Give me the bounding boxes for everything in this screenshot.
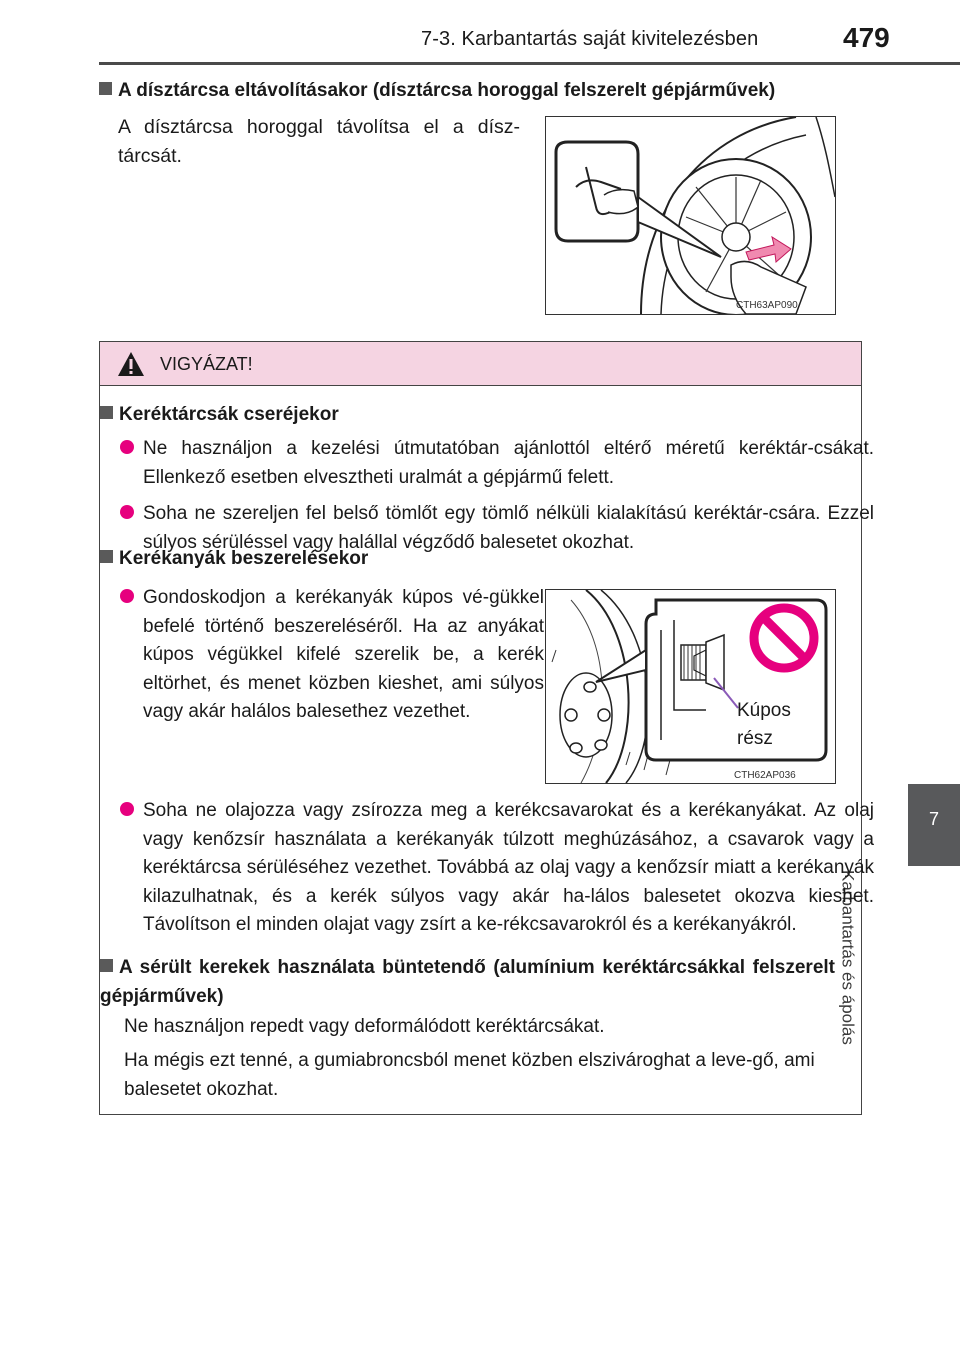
section-text: A dísztárcsa horoggal távolítsa el a dísz-tárcsát. <box>118 116 520 167</box>
bullet-dot-icon <box>120 589 134 603</box>
bullet-dot-icon <box>120 802 134 816</box>
page-number: 479 <box>843 22 890 53</box>
warning-subheading-text: Kerékanyák beszerelésekor <box>119 548 369 569</box>
wheel-nut-drawing <box>546 590 835 783</box>
header-rule <box>99 62 960 65</box>
warning-subheading <box>100 954 835 1011</box>
square-bullet-icon <box>100 959 113 972</box>
bullet-dot-icon <box>120 505 134 519</box>
wheel-cap-removal-illustration <box>545 116 836 315</box>
bullet-text: Gondoskodjon a kerékanyák kúpos vé-gükkel befelé történő beszereléséről. Ha az anyákat kúpos végükkel kifelé szerelik be, a kerék eltörhet, és menet közben kieshet, ami súlyos vagy akár halálos balesethez vezethet. <box>143 587 544 722</box>
header-title: 7-3. Karbantartás saját kivitelezésben <box>421 28 759 50</box>
warning-bullet <box>120 435 874 492</box>
warning-paragraph: Ha mégis ezt tenné, a gumiabroncsból menet közben elszivároghat a leve-gő, ami balesetet okozhat. <box>124 1050 815 1100</box>
warning-bullet <box>120 797 874 940</box>
square-bullet-icon <box>99 82 112 95</box>
wheel-nut-illustration <box>545 589 836 784</box>
warning-subheading <box>100 545 368 574</box>
wheel-cap-drawing <box>546 117 835 314</box>
chapter-tab-label-text: Karbantartás és ápolás <box>838 870 858 1045</box>
section-heading-text: A dísztárcsa eltávolításakor (dísztárcsa horoggal felszerelt gépjárművek) <box>118 80 776 101</box>
warning-title: VIGYÁZAT! <box>160 354 253 374</box>
bullet-text: Ne használjon a kezelési útmutatóban ajánlottól eltérő méretű keréktár-csákat. Ellenkező esetben elvesztheti uralmát a gépjármű felett. <box>143 438 874 488</box>
figure-callout-label: Kúpos rész <box>737 700 791 749</box>
square-bullet-icon <box>100 550 113 563</box>
warning-subheading-text: Keréktárcsák cseréjekor <box>119 404 339 425</box>
bullet-dot-icon <box>120 440 134 454</box>
figure-code: CTH62AP036 <box>734 770 796 781</box>
chapter-tab-number: 7 <box>908 784 960 866</box>
warning-triangle-icon <box>117 351 145 377</box>
section-heading <box>99 80 869 102</box>
bullet-text: Soha ne olajozza vagy zsírozza meg a kerékcsavarokat és a kerékanyákat. Az olaj vagy kenőzsír használata a kerékanyák túlzott meghúzásához, a csavarok vagy a keréktárcsa sérüléséhez vezethet. Továbbá az olaj vagy a kenőzsír miatt a kerékanyák kilazulhatnak, és a kerék súlyos vagy akár ha-lálos balesetet okozva kieshet. Távolítson el minden olajat vagy zsírt a ke-rékcsavarokról és a kerékanyákról. <box>143 800 874 935</box>
warning-subheading-text: A sérült kerekek használata büntetendő (alumínium keréktárcsákkal felszerelt gépjárművek) <box>100 957 835 1007</box>
chapter-tab-label <box>838 870 948 1190</box>
warning-bullet <box>120 584 544 727</box>
bullet-text: Soha ne szereljen fel belső tömlőt egy tömlő nélküli kialakítású keréktár-csára. Ezzel súlyos sérüléssel vagy halállal végződő balesetet okozhat. <box>143 503 874 553</box>
warning-header <box>100 342 861 386</box>
figure-code: CTH63AP090 <box>736 300 798 311</box>
warning-subheading <box>100 401 339 430</box>
warning-paragraph: Ne használjon repedt vagy deformálódott keréktárcsákat. <box>124 1016 605 1037</box>
square-bullet-icon <box>100 406 113 419</box>
